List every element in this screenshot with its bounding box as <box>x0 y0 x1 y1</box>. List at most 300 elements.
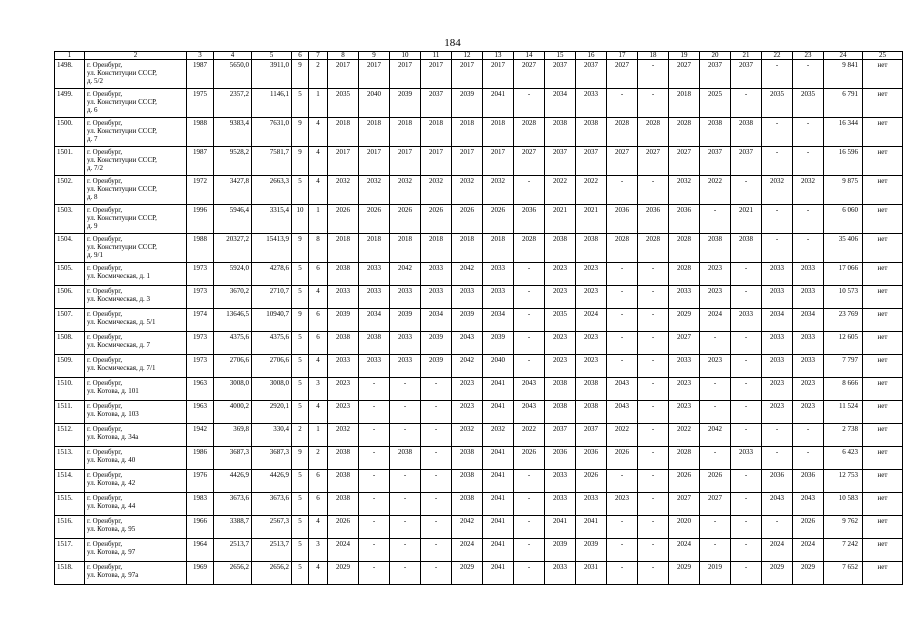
table-cell: 9 <box>292 447 309 470</box>
table-cell: - <box>762 205 793 234</box>
table-cell: 2043 <box>762 493 793 516</box>
table-cell: 2038 <box>576 118 607 147</box>
table-cell: 2023 <box>607 493 638 516</box>
table-cell: нет <box>863 401 903 424</box>
table-cell: 2038 <box>700 234 731 263</box>
table-cell: 2042 <box>452 355 483 378</box>
table-cell: - <box>700 332 731 355</box>
address-line: ул. Космическая, д. 3 <box>87 295 151 303</box>
table-cell: 2033 <box>545 493 576 516</box>
table-cell: 2018 <box>359 118 390 147</box>
table-cell: 2039 <box>452 309 483 332</box>
table-cell: 1 <box>309 89 328 118</box>
table-cell: - <box>638 401 669 424</box>
table-cell: 2026 <box>700 470 731 493</box>
table-cell: - <box>700 401 731 424</box>
table-cell: 4 <box>309 355 328 378</box>
table-cell: - <box>359 470 390 493</box>
table-cell: - <box>731 286 762 309</box>
table-cell: - <box>700 378 731 401</box>
table-cell: 2042 <box>452 516 483 539</box>
address-cell <box>85 562 187 585</box>
address-cell <box>85 205 187 234</box>
address-line: д. 9/1 <box>87 251 104 259</box>
address-line: ул. Космическая, д. 7/1 <box>87 364 156 372</box>
table-cell: 2024 <box>793 539 824 562</box>
table-cell: 2033 <box>762 355 793 378</box>
table-cell: - <box>514 562 545 585</box>
table-cell: 2036 <box>545 447 576 470</box>
area-cell: 5946,4 <box>214 205 252 234</box>
table-cell: 2038 <box>731 234 762 263</box>
table-cell: 2027 <box>607 60 638 89</box>
table-cell: 2024 <box>669 539 700 562</box>
table-row <box>55 286 903 309</box>
table-cell: 2021 <box>576 205 607 234</box>
table-cell: 1972 <box>187 176 214 205</box>
table-cell: - <box>793 447 824 470</box>
table-cell: 3 <box>309 378 328 401</box>
table-cell: 2042 <box>700 424 731 447</box>
table-cell: 1973 <box>187 332 214 355</box>
table-cell: 1983 <box>187 493 214 516</box>
table-cell: 1 <box>309 424 328 447</box>
address-cell <box>85 332 187 355</box>
table-cell: 2018 <box>483 234 514 263</box>
table-cell: 2033 <box>328 286 359 309</box>
table-row <box>55 332 903 355</box>
area-cell: 3687,3 <box>252 447 292 470</box>
table-cell: 2041 <box>483 562 514 585</box>
table-cell: - <box>762 118 793 147</box>
table-cell: - <box>638 89 669 118</box>
address-cell <box>85 89 187 118</box>
table-cell: 2032 <box>793 176 824 205</box>
table-cell: 2033 <box>421 263 452 286</box>
table-cell: 2038 <box>700 118 731 147</box>
table-cell: 2028 <box>669 118 700 147</box>
address-cell <box>85 60 187 89</box>
table-cell: - <box>390 539 421 562</box>
table-cell: 2033 <box>452 286 483 309</box>
page-number: 184 <box>444 37 461 49</box>
table-cell: 2026 <box>514 447 545 470</box>
address-line: г. Оренбург, <box>87 517 123 525</box>
table-cell: 4 <box>309 176 328 205</box>
address-line: ул. Котова, д. 97 <box>87 548 136 556</box>
row-number-cell: 1513. <box>55 447 85 470</box>
table-cell: 1974 <box>187 309 214 332</box>
address-line: ул. Конституции СССР, <box>87 156 157 164</box>
address-line: ул. Конституции СССР, <box>87 243 157 251</box>
table-cell: 2039 <box>483 332 514 355</box>
table-row <box>55 89 903 118</box>
table-cell: 2039 <box>576 539 607 562</box>
table-cell: 2032 <box>452 424 483 447</box>
table-cell: - <box>638 378 669 401</box>
table-cell: 2023 <box>545 286 576 309</box>
table-cell: 2033 <box>576 493 607 516</box>
table-cell: 5 <box>292 562 309 585</box>
row-number-cell: 1517. <box>55 539 85 562</box>
table-cell: - <box>731 332 762 355</box>
table-cell: 1973 <box>187 263 214 286</box>
table-cell: 2027 <box>669 147 700 176</box>
row-number-cell: 1512. <box>55 424 85 447</box>
table-cell: 2022 <box>700 176 731 205</box>
table-cell: 4 <box>309 562 328 585</box>
table-cell: 2018 <box>421 118 452 147</box>
address-line: г. Оренбург, <box>87 264 123 272</box>
area-cell: 9528,2 <box>214 147 252 176</box>
table-row <box>55 424 903 447</box>
table-cell: 2038 <box>731 118 762 147</box>
area-cell: 3673,6 <box>214 493 252 516</box>
table-cell: 2018 <box>359 234 390 263</box>
table-cell: 2033 <box>793 263 824 286</box>
column-number-header: 12 <box>452 52 483 60</box>
table-cell: - <box>607 562 638 585</box>
table-cell: 2033 <box>390 355 421 378</box>
table-cell: 2033 <box>545 562 576 585</box>
table-cell: 2037 <box>576 147 607 176</box>
table-cell: нет <box>863 147 903 176</box>
area-cell: 4426,9 <box>214 470 252 493</box>
table-cell: - <box>390 493 421 516</box>
table-cell: 6 <box>309 263 328 286</box>
table-cell: 2038 <box>328 470 359 493</box>
table-cell: 2035 <box>328 89 359 118</box>
table-cell: - <box>700 205 731 234</box>
table-row <box>55 516 903 539</box>
row-number-cell: 1516. <box>55 516 85 539</box>
area-cell: 20327,2 <box>214 234 252 263</box>
table-cell: нет <box>863 309 903 332</box>
area-cell: 2663,3 <box>252 176 292 205</box>
address-line: г. Оренбург, <box>87 90 123 98</box>
table-cell: 2024 <box>700 309 731 332</box>
total-cost-cell: 11 524 <box>824 401 863 424</box>
table-cell: - <box>390 516 421 539</box>
table-cell: 2037 <box>545 424 576 447</box>
table-cell: 1987 <box>187 147 214 176</box>
address-cell <box>85 234 187 263</box>
table-cell: 2036 <box>669 205 700 234</box>
table-cell: 2041 <box>483 516 514 539</box>
table-cell: 2017 <box>390 147 421 176</box>
table-cell: - <box>421 447 452 470</box>
table-cell: 2025 <box>700 89 731 118</box>
row-number-cell: 1514. <box>55 470 85 493</box>
column-number-header: 5 <box>252 52 292 60</box>
total-cost-cell: 7 652 <box>824 562 863 585</box>
table-cell: 1976 <box>187 470 214 493</box>
table-cell: - <box>607 539 638 562</box>
table-cell: - <box>421 562 452 585</box>
table-cell: - <box>731 263 762 286</box>
table-cell: 2033 <box>762 263 793 286</box>
table-cell: - <box>638 263 669 286</box>
area-cell: 2656,2 <box>252 562 292 585</box>
table-cell: - <box>607 470 638 493</box>
column-number-header: 25 <box>863 52 903 60</box>
address-line: г. Оренбург, <box>87 356 123 364</box>
column-number-header: 20 <box>700 52 731 60</box>
table-cell: 9 <box>292 147 309 176</box>
table-cell: 2033 <box>483 286 514 309</box>
row-number-cell: 1498. <box>55 60 85 89</box>
total-cost-cell: 10 573 <box>824 286 863 309</box>
table-cell: - <box>762 234 793 263</box>
table-cell: 2024 <box>328 539 359 562</box>
address-line: г. Оренбург, <box>87 148 123 156</box>
table-cell: 2037 <box>731 147 762 176</box>
table-cell: 2032 <box>328 424 359 447</box>
area-cell: 3315,4 <box>252 205 292 234</box>
table-cell: 2032 <box>483 176 514 205</box>
area-cell: 9383,4 <box>214 118 252 147</box>
table-cell: - <box>638 176 669 205</box>
address-line: ул. Конституции СССР, <box>87 69 157 77</box>
table-cell: 2038 <box>545 378 576 401</box>
table-cell: - <box>793 147 824 176</box>
table-cell: 1969 <box>187 562 214 585</box>
area-cell: 15413,9 <box>252 234 292 263</box>
area-cell: 2567,3 <box>252 516 292 539</box>
table-cell: 2019 <box>700 562 731 585</box>
table-cell: нет <box>863 493 903 516</box>
table-cell: 5 <box>292 263 309 286</box>
table-cell: 2023 <box>328 378 359 401</box>
table-cell: 2041 <box>483 470 514 493</box>
row-number-cell: 1507. <box>55 309 85 332</box>
table-cell: 6 <box>309 309 328 332</box>
table-cell: 2017 <box>359 147 390 176</box>
address-line: г. Оренбург, <box>87 402 123 410</box>
table-row <box>55 147 903 176</box>
table-cell: 2023 <box>545 332 576 355</box>
table-cell: 2038 <box>452 447 483 470</box>
column-number-header: 3 <box>187 52 214 60</box>
area-cell: 3670,2 <box>214 286 252 309</box>
table-cell: 5 <box>292 539 309 562</box>
row-number-cell: 1499. <box>55 89 85 118</box>
table-cell: 2043 <box>607 378 638 401</box>
table-cell: - <box>607 89 638 118</box>
table-cell: 2037 <box>576 424 607 447</box>
address-line: ул. Котова, д. 103 <box>87 410 139 418</box>
address-cell <box>85 309 187 332</box>
table-cell: 2043 <box>452 332 483 355</box>
table-cell: 2027 <box>607 147 638 176</box>
table-cell: - <box>607 263 638 286</box>
table-cell: 2027 <box>700 493 731 516</box>
address-line: ул. Конституции СССР, <box>87 127 157 135</box>
table-cell: 2024 <box>762 539 793 562</box>
table-cell: 2035 <box>793 89 824 118</box>
area-cell: 3388,7 <box>214 516 252 539</box>
total-cost-cell: 7 242 <box>824 539 863 562</box>
table-cell: 2037 <box>731 60 762 89</box>
total-cost-cell: 9 875 <box>824 176 863 205</box>
table-cell: 2033 <box>731 309 762 332</box>
table-cell: 2029 <box>669 562 700 585</box>
address-line: г. Оренбург, <box>87 333 123 341</box>
column-number-header: 23 <box>793 52 824 60</box>
table-cell: 2035 <box>545 309 576 332</box>
table-cell: 2 <box>309 60 328 89</box>
area-cell: 4375,6 <box>252 332 292 355</box>
area-cell: 2706,6 <box>214 355 252 378</box>
table-cell: 2032 <box>669 176 700 205</box>
total-cost-cell: 9 762 <box>824 516 863 539</box>
table-cell: - <box>731 539 762 562</box>
table-cell: 5 <box>292 89 309 118</box>
address-cell <box>85 147 187 176</box>
table-cell: 2033 <box>359 286 390 309</box>
total-cost-cell: 10 583 <box>824 493 863 516</box>
table-cell: 2038 <box>328 493 359 516</box>
table-cell: 2017 <box>483 147 514 176</box>
table-cell: 2038 <box>545 118 576 147</box>
table-cell: - <box>514 332 545 355</box>
table-cell: 2040 <box>359 89 390 118</box>
table-cell: 2031 <box>576 562 607 585</box>
row-number-cell: 1518. <box>55 562 85 585</box>
table-cell: - <box>793 424 824 447</box>
table-cell: 2034 <box>421 309 452 332</box>
table-cell: 2039 <box>452 89 483 118</box>
table-cell: 2033 <box>421 286 452 309</box>
table-cell: 2041 <box>483 378 514 401</box>
table-cell: 2034 <box>483 309 514 332</box>
table-cell: 2018 <box>328 234 359 263</box>
table-cell: - <box>390 470 421 493</box>
table-cell: 2038 <box>390 447 421 470</box>
table-cell: - <box>421 493 452 516</box>
total-cost-cell: 8 666 <box>824 378 863 401</box>
table-cell: - <box>731 378 762 401</box>
table-cell: 2023 <box>576 332 607 355</box>
column-number-header: 2 <box>85 52 187 60</box>
table-cell: 2017 <box>421 60 452 89</box>
area-cell: 4278,6 <box>252 263 292 286</box>
table-cell: - <box>514 516 545 539</box>
area-cell: 5650,0 <box>214 60 252 89</box>
table-cell: 2028 <box>607 118 638 147</box>
table-cell: 6 <box>309 470 328 493</box>
table-cell: 2021 <box>545 205 576 234</box>
column-number-header: 7 <box>309 52 328 60</box>
table-cell: - <box>731 493 762 516</box>
address-line: ул. Котова, д. 97а <box>87 571 139 579</box>
row-number-cell: 1503. <box>55 205 85 234</box>
table-cell: 1 <box>309 205 328 234</box>
table-cell: - <box>514 263 545 286</box>
table-cell: 2042 <box>452 263 483 286</box>
table-cell: 2023 <box>793 378 824 401</box>
table-cell: 2023 <box>545 355 576 378</box>
table-cell: 2028 <box>607 234 638 263</box>
address-line: г. Оренбург, <box>87 379 123 387</box>
table-cell: 2018 <box>483 118 514 147</box>
table-cell: - <box>762 60 793 89</box>
address-line: г. Оренбург, <box>87 287 123 295</box>
table-cell: 2037 <box>545 60 576 89</box>
table-cell: - <box>421 539 452 562</box>
table-cell: - <box>638 332 669 355</box>
column-number-header: 14 <box>514 52 545 60</box>
table-cell: 2038 <box>452 493 483 516</box>
address-cell <box>85 539 187 562</box>
table-cell: 2029 <box>793 562 824 585</box>
table-cell: 2033 <box>483 263 514 286</box>
table-cell: - <box>607 516 638 539</box>
table-row <box>55 355 903 378</box>
table-cell: - <box>359 401 390 424</box>
table-cell: - <box>731 562 762 585</box>
table-cell: 2022 <box>576 176 607 205</box>
address-line: ул. Конституции СССР, <box>87 185 157 193</box>
table-cell: нет <box>863 234 903 263</box>
table-cell: 2032 <box>452 176 483 205</box>
total-cost-cell: 16 596 <box>824 147 863 176</box>
table-cell: 2039 <box>390 89 421 118</box>
table-cell: 2017 <box>483 60 514 89</box>
table-cell: - <box>638 447 669 470</box>
table-cell: 2041 <box>483 447 514 470</box>
table-cell: 2037 <box>421 89 452 118</box>
table-cell: 6 <box>309 493 328 516</box>
table-cell: нет <box>863 332 903 355</box>
table-row <box>55 562 903 585</box>
table-cell: 5 <box>292 401 309 424</box>
area-cell: 2513,7 <box>214 539 252 562</box>
table-cell: 1987 <box>187 60 214 89</box>
table-cell: нет <box>863 424 903 447</box>
table-cell: 2029 <box>669 309 700 332</box>
address-cell <box>85 424 187 447</box>
column-number-header: 22 <box>762 52 793 60</box>
table-cell: 2038 <box>545 401 576 424</box>
table-cell: 2017 <box>328 147 359 176</box>
address-cell <box>85 493 187 516</box>
table-cell: нет <box>863 89 903 118</box>
address-line: д. 6 <box>87 106 98 114</box>
table-cell: 2028 <box>638 234 669 263</box>
address-cell <box>85 263 187 286</box>
table-cell: 2022 <box>545 176 576 205</box>
table-cell: 2034 <box>762 309 793 332</box>
area-cell: 3008,0 <box>252 378 292 401</box>
table-cell: 2034 <box>359 309 390 332</box>
table-cell: 2033 <box>328 355 359 378</box>
table-cell: 2027 <box>638 147 669 176</box>
table-cell: 4 <box>309 118 328 147</box>
table-cell: 2022 <box>669 424 700 447</box>
table-cell: 2022 <box>514 424 545 447</box>
address-line: г. Оренбург, <box>87 448 123 456</box>
table-cell: 2033 <box>793 355 824 378</box>
table-cell: нет <box>863 470 903 493</box>
area-cell: 330,4 <box>252 424 292 447</box>
table-cell: 1942 <box>187 424 214 447</box>
table-cell: 2041 <box>483 539 514 562</box>
table-cell: 5 <box>292 516 309 539</box>
table-cell: 2038 <box>576 401 607 424</box>
table-cell: 2036 <box>762 470 793 493</box>
table-cell: 2043 <box>793 493 824 516</box>
